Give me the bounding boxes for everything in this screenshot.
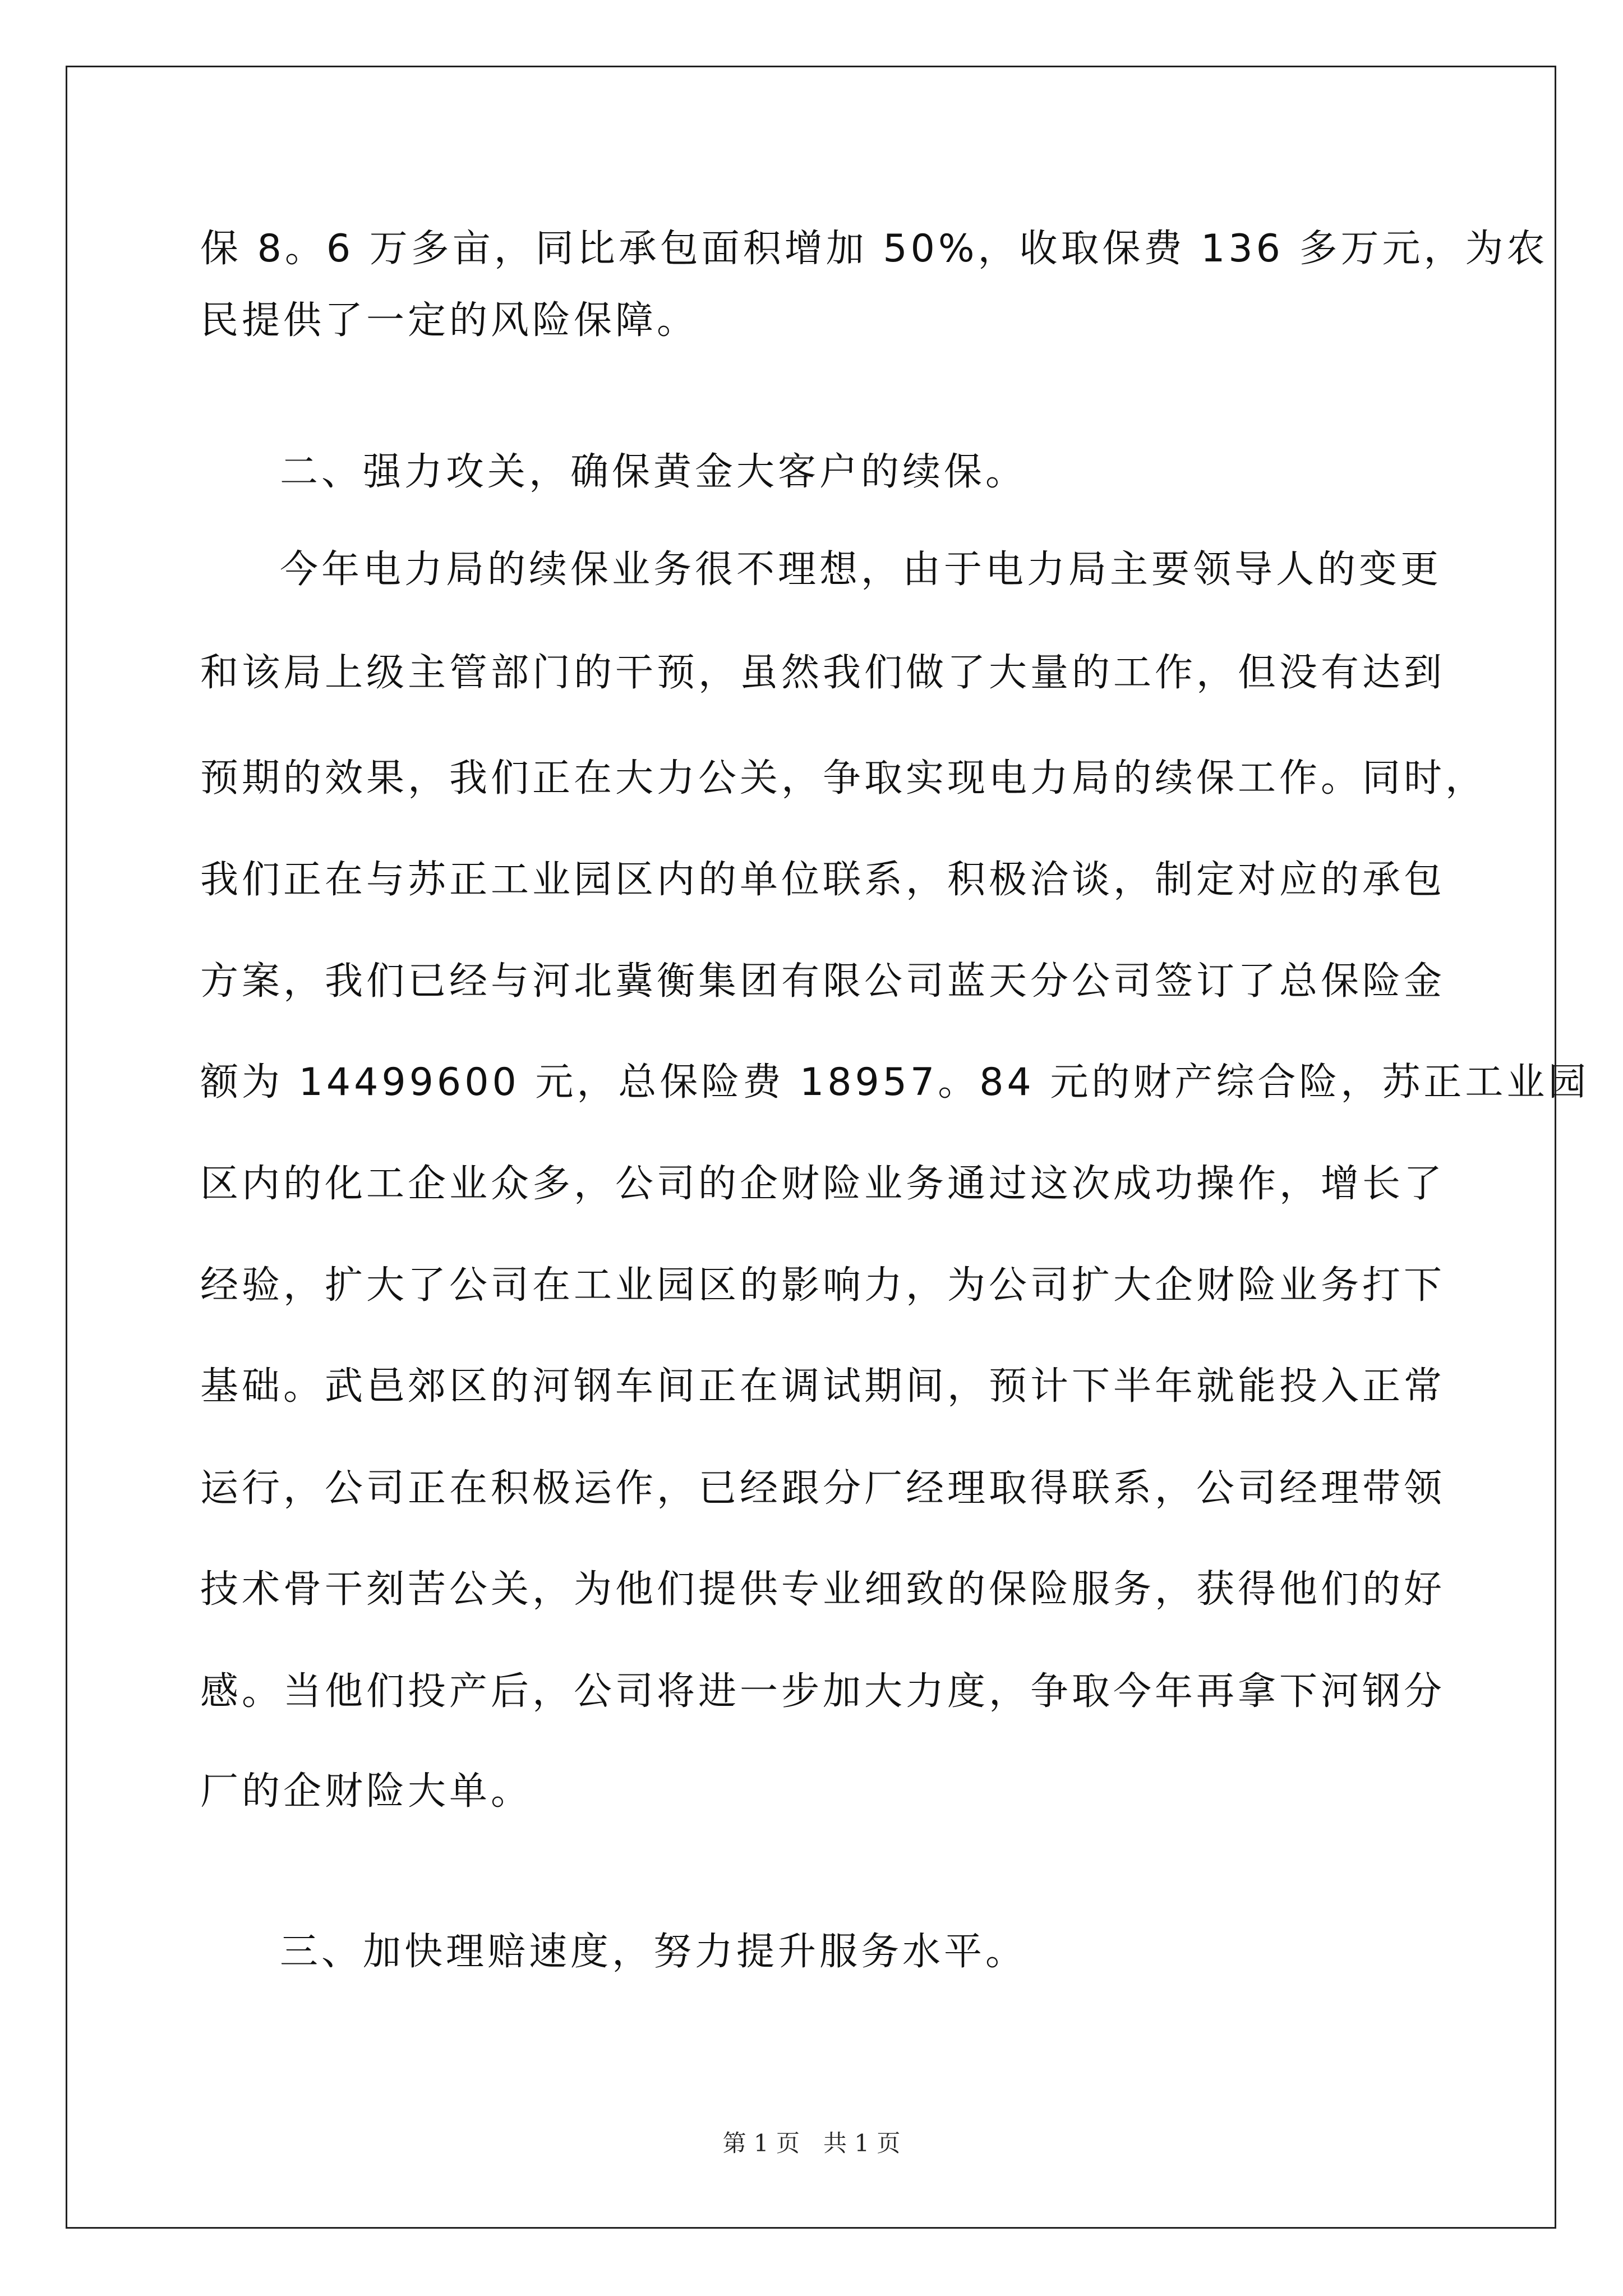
page-border xyxy=(66,66,1556,2229)
paragraph-line: 民提供了一定的风险保障。 xyxy=(200,298,699,343)
section-heading: 三、加快理赔速度，努力提升服务水平。 xyxy=(280,1930,1027,1974)
paragraph-line: 预期的效果，我们正在大力公关，争取实现电力局的续保工作。同时， xyxy=(200,756,1487,800)
paragraph-line: 方案，我们已经与河北冀衡集团有限公司蓝天分公司签订了总保险金 xyxy=(200,959,1446,1004)
paragraph-line: 区内的化工企业众多，公司的企财险业务通过这次成功操作，增长了 xyxy=(200,1162,1446,1206)
page-footer: 第 1 页 共 1 页 xyxy=(722,2129,901,2157)
paragraph-line: 厂的企财险大单。 xyxy=(200,1769,533,1814)
paragraph-line: 基础。武邑郊区的河钢车间正在调试期间，预计下半年就能投入正常 xyxy=(200,1364,1446,1409)
paragraph-line: 运行，公司正在积极运作，已经跟分厂经理取得联系，公司经理带领 xyxy=(200,1466,1446,1511)
paragraph-line: 额为 14499600 元，总保险费 18957。84 元的财产综合险，苏正工业园 xyxy=(200,1060,1590,1105)
section-heading: 二、强力攻关，确保黄金大客户的续保。 xyxy=(280,450,1027,494)
paragraph-line: 保 8。6 万多亩，同比承包面积增加 50%，收取保费 136 多万元，为农 xyxy=(200,227,1548,271)
paragraph-line: 感。当他们投产后，公司将进一步加大力度，争取今年再拿下河钢分 xyxy=(200,1669,1446,1714)
paragraph-line: 技术骨干刻苦公关，为他们提供专业细致的保险服务，获得他们的好 xyxy=(200,1567,1446,1612)
paragraph-line: 经验，扩大了公司在工业园区的影响力，为公司扩大企财险业务打下 xyxy=(200,1263,1446,1308)
paragraph-line: 我们正在与苏正工业园区内的单位联系，积极洽谈，制定对应的承包 xyxy=(200,858,1446,902)
paragraph-line: 今年电力局的续保业务很不理想，由于电力局主要领导人的变更 xyxy=(280,547,1442,592)
paragraph-line: 和该局上级主管部门的干预，虽然我们做了大量的工作，但没有达到 xyxy=(200,651,1446,695)
